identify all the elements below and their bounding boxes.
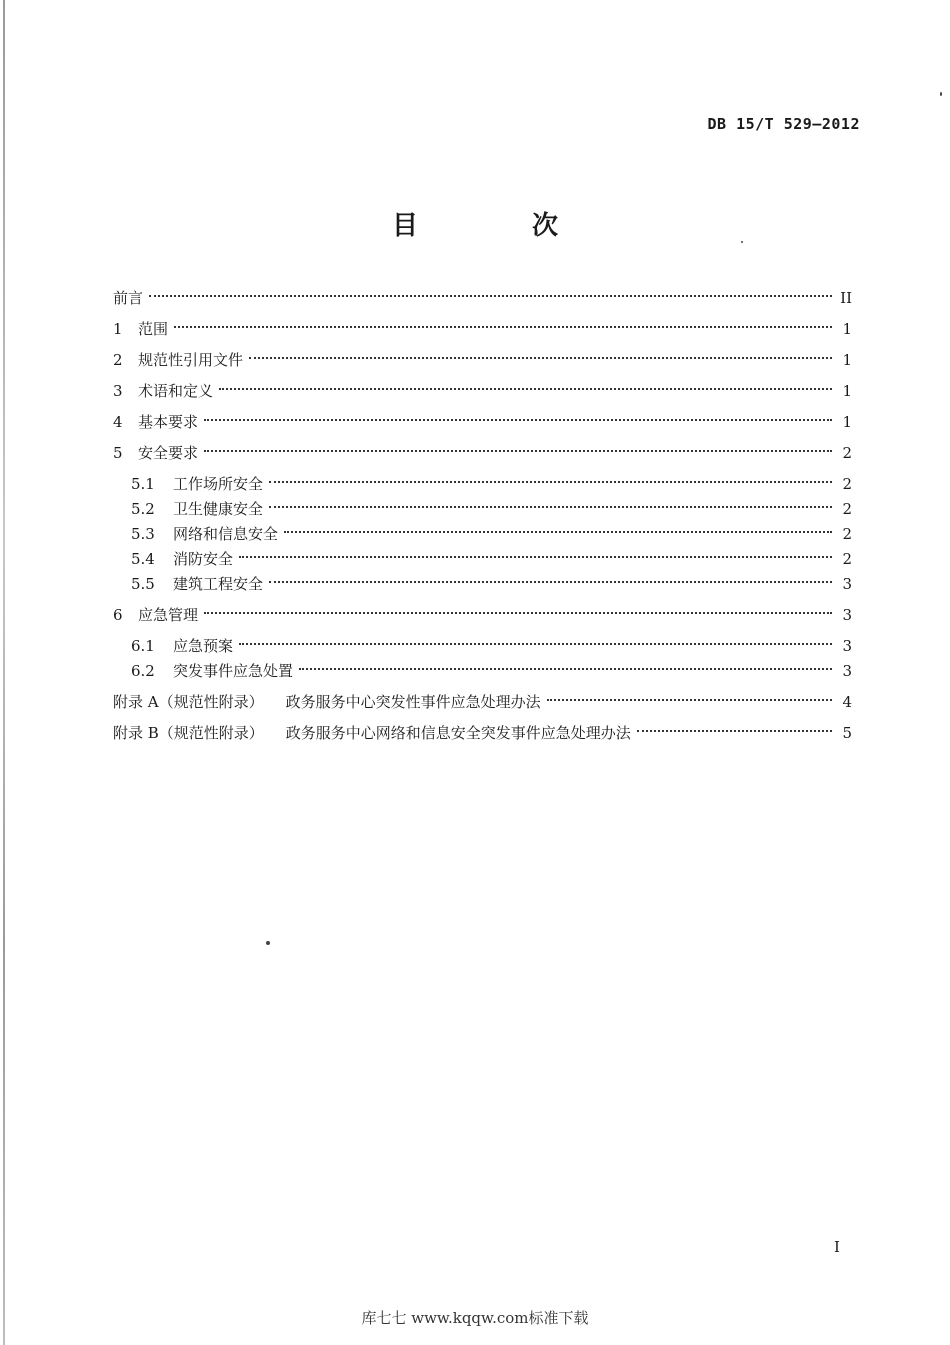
toc-entry[interactable] <box>113 348 852 372</box>
toc-entry[interactable] <box>113 659 852 683</box>
toc-entry-label: 基本要求 <box>138 413 199 431</box>
toc-dot-leader <box>149 294 832 297</box>
toc-entry-label: 突发事件应急处置 <box>173 662 294 680</box>
toc-entry-page: 1 <box>842 351 852 369</box>
toc-entry[interactable] <box>113 472 852 496</box>
toc-entry-page: II <box>840 289 852 307</box>
toc-entry[interactable] <box>113 572 852 596</box>
toc-entry-label: 附录 B（规范性附录） <box>113 724 264 742</box>
toc-entry-page: 1 <box>842 413 852 431</box>
toc-dot-leader <box>204 611 832 614</box>
toc-entry[interactable] <box>113 547 852 571</box>
toc-entry-page: 2 <box>842 550 852 568</box>
toc-entry-number: 4 <box>113 413 123 431</box>
toc-entry[interactable] <box>113 410 852 434</box>
toc-dot-leader <box>284 530 832 533</box>
scan-speck <box>940 92 942 96</box>
toc-entry[interactable] <box>113 317 852 341</box>
toc-entry-label: 安全要求 <box>138 444 199 462</box>
toc-entry[interactable] <box>113 379 852 403</box>
toc-entry-label: 术语和定义 <box>138 382 214 400</box>
toc-entry-page: 2 <box>842 475 852 493</box>
toc-entry-number: 2 <box>113 351 123 369</box>
toc-dot-leader <box>269 480 832 483</box>
toc-entry-annex-title: 政务服务中心突发性事件应急处理办法 <box>285 693 541 711</box>
toc-entry-page: 3 <box>842 637 852 655</box>
toc-entry-annex-title: 政务服务中心网络和信息安全突发事件应急处理办法 <box>285 724 631 742</box>
scan-edge-line <box>3 0 5 1345</box>
toc-entry-label: 消防安全 <box>173 550 234 568</box>
toc-entry-label: 前言 <box>113 289 144 307</box>
toc-entry-number: 3 <box>113 382 123 400</box>
toc-entry[interactable] <box>113 721 852 745</box>
toc-entry[interactable] <box>113 603 852 627</box>
toc-dot-leader <box>204 449 832 452</box>
toc-entry-number: 6.2 <box>131 662 155 680</box>
toc-entry[interactable] <box>113 286 852 310</box>
toc-entry-number: 5 <box>113 444 123 462</box>
toc-entry-number: 1 <box>113 320 123 338</box>
toc-dot-leader <box>249 356 832 359</box>
toc-entry-page: 2 <box>842 525 852 543</box>
toc-entry-label: 网络和信息安全 <box>173 525 279 543</box>
toc-dot-leader <box>239 642 832 645</box>
toc-dot-leader <box>269 580 832 583</box>
toc-entry-number: 5.3 <box>131 525 155 543</box>
toc-entry-page: 1 <box>842 382 852 400</box>
toc-entry-number: 6 <box>113 606 123 624</box>
scan-speck <box>741 241 743 243</box>
toc-entry-label: 卫生健康安全 <box>173 500 264 518</box>
toc-entry-label: 附录 A（规范性附录） <box>113 693 264 711</box>
toc-entry-page: 3 <box>842 606 852 624</box>
toc-entry-label: 范围 <box>138 320 169 338</box>
toc-entry-number: 5.5 <box>131 575 155 593</box>
toc-dot-leader <box>219 387 832 390</box>
toc-entry-page: 2 <box>842 500 852 518</box>
scan-speck <box>266 941 270 945</box>
toc-entry-page: 5 <box>842 724 852 742</box>
toc-dot-leader <box>204 418 832 421</box>
standard-number: DB 15/T 529—2012 <box>707 115 860 133</box>
toc-dot-leader <box>637 729 832 732</box>
toc-entry-page: 1 <box>842 320 852 338</box>
toc-entry-label: 建筑工程安全 <box>173 575 264 593</box>
toc-entry-page: 4 <box>842 693 852 711</box>
toc-entry[interactable] <box>113 634 852 658</box>
toc-entry-page: 3 <box>842 662 852 680</box>
toc-entry-label: 应急预案 <box>173 637 234 655</box>
page-title: 目 次 <box>391 211 602 241</box>
toc-entry-label: 工作场所安全 <box>173 475 264 493</box>
toc-dot-leader <box>174 325 832 328</box>
toc-entry-label: 应急管理 <box>138 606 199 624</box>
toc-entry-number: 5.2 <box>131 500 155 518</box>
toc-entry-number: 5.4 <box>131 550 155 568</box>
page-number: I <box>834 1238 840 1256</box>
toc-dot-leader <box>239 555 832 558</box>
toc-entry[interactable] <box>113 497 852 521</box>
toc-entry-page: 3 <box>842 575 852 593</box>
toc-entry-number: 6.1 <box>131 637 155 655</box>
table-of-contents <box>113 286 852 752</box>
toc-dot-leader <box>269 505 832 508</box>
toc-dot-leader <box>547 698 832 701</box>
toc-dot-leader <box>299 667 832 670</box>
toc-entry-page: 2 <box>842 444 852 462</box>
toc-entry-label: 规范性引用文件 <box>138 351 244 369</box>
watermark: 库七七 www.kqqw.com标准下载 <box>361 1309 589 1327</box>
toc-entry[interactable] <box>113 690 852 714</box>
toc-entry-number: 5.1 <box>131 475 155 493</box>
toc-entry[interactable] <box>113 522 852 546</box>
toc-entry[interactable] <box>113 441 852 465</box>
